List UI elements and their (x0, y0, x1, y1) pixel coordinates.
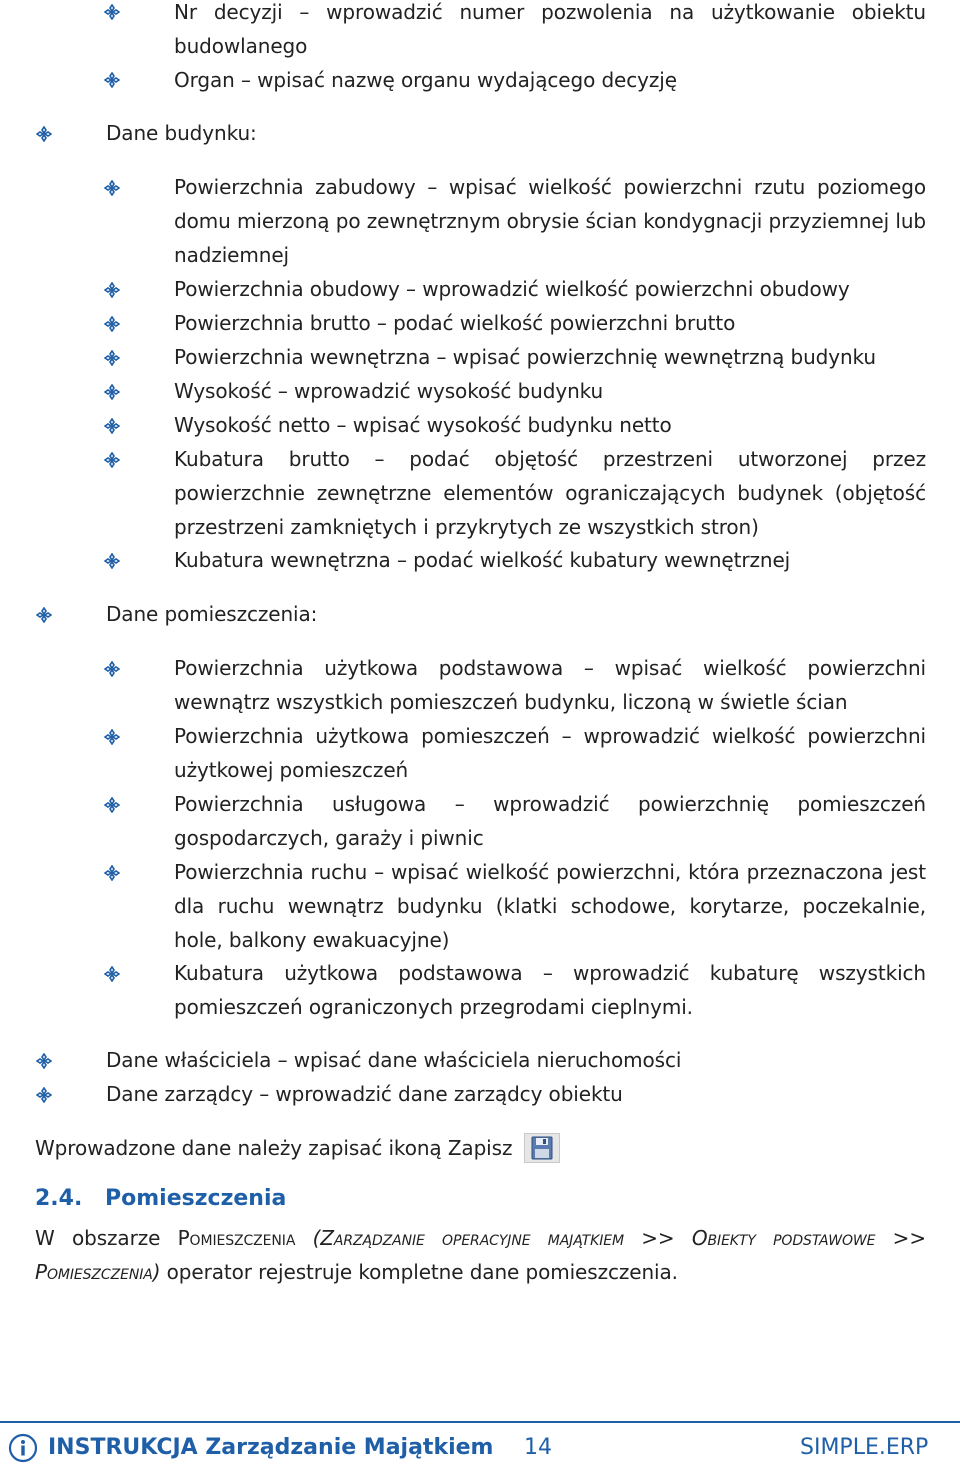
list-item: Dane budynku: (106, 121, 257, 145)
save-note-text: Wprowadzone dane należy zapisać ikoną Zapisz (35, 1136, 513, 1160)
para-separator: >> (892, 1226, 926, 1250)
list-item: Wysokość – wprowadzić wysokość budynku (174, 379, 604, 403)
list-item: Powierzchnia użytkowa pomieszczeń – wprowadzić wielkość powierzchni użytkowej pomieszczeń (174, 724, 926, 782)
list-item: Powierzchnia brutto – podać wielkość powierzchni brutto (174, 311, 736, 335)
para-text: operator rejestruje kompletne dane pomieszczenia. (166, 1260, 678, 1284)
diamond-bullet-icon (104, 316, 120, 332)
diamond-bullet-icon (104, 418, 120, 434)
diamond-bullet-icon (36, 1053, 52, 1069)
list-item: Dane pomieszczenia: (106, 602, 318, 626)
list-item: Dane właściciela – wpisać dane właściciela nieruchomości (106, 1048, 682, 1072)
diamond-bullet-icon (36, 607, 52, 623)
diamond-bullet-icon (104, 729, 120, 745)
diamond-bullet-icon (36, 1087, 52, 1103)
list-item: Wysokość netto – wpisać wysokość budynku netto (174, 413, 672, 437)
list-item: Powierzchnia wewnętrzna – wpisać powierzchnię wewnętrzną budynku (174, 345, 876, 369)
list-item: Nr decyzji – wprowadzić numer pozwolenia na użytkowanie obiektu budowlanego (174, 0, 926, 58)
section-title: Pomieszczenia (105, 1186, 287, 1211)
list-item: Kubatura wewnętrzna – podać wielkość kubatury wewnętrznej (174, 548, 791, 572)
list-item: Dane zarządcy – wprowadzić dane zarządcy obiektu (106, 1082, 623, 1106)
diamond-bullet-icon (104, 966, 120, 982)
para-path: Obiekty podstawowe (691, 1226, 876, 1250)
diamond-bullet-icon (104, 661, 120, 677)
list-item: Powierzchnia zabudowy – wpisać wielkość powierzchni rzutu poziomego domu mierzoną po zewnętrznym obrysie ścian kondygnacji przyziemnej lub nadziemnej (174, 175, 926, 267)
footer-brand: SIMPLE.ERP (800, 1435, 929, 1460)
diamond-bullet-icon (104, 350, 120, 366)
diamond-bullet-icon (104, 180, 120, 196)
section-number: 2.4. (35, 1186, 83, 1211)
list-item: Powierzchnia użytkowa podstawowa – wpisać wielkość powierzchni wewnątrz wszystkich pomieszczeń budynku, liczoną w świetle ścian (174, 656, 926, 714)
diamond-bullet-icon (104, 865, 120, 881)
section-heading (35, 1186, 286, 1211)
list-item: Kubatura użytkowa podstawowa – wprowadzić kubaturę wszystkich pomieszczeń ograniczonych przegrodami cieplnymi. (174, 961, 926, 1019)
list-item: Kubatura brutto – podać objętość przestrzeni utworzonej przez powierzchnie zewnętrzne elementów ograniczających budynek (objętość przestrzeni zamkniętych i przykrytych ze wszystkich stron) (174, 447, 926, 539)
list-item: Powierzchnia ruchu – wpisać wielkość powierzchni, która przeznaczona jest dla ruchu wewnątrz budynku (klatki schodowe, korytarze, poczekalnie, hole, balkony ewakuacyjne) (174, 860, 926, 952)
page-number: 14 (524, 1435, 552, 1460)
diamond-bullet-icon (104, 4, 120, 20)
diamond-bullet-icon (104, 797, 120, 813)
para-path: Pomieszczenia) (35, 1260, 161, 1284)
save-note (35, 1131, 935, 1165)
diamond-bullet-icon (104, 553, 120, 569)
footer-title: INSTRUKCJA Zarządzanie Majątkiem (48, 1435, 494, 1460)
diamond-bullet-icon (104, 72, 120, 88)
para-separator: >> (641, 1226, 675, 1250)
floppy-disk-icon (524, 1133, 560, 1163)
section-paragraph (35, 1221, 926, 1289)
footer-divider (0, 1421, 960, 1423)
diamond-bullet-icon (104, 384, 120, 400)
list-item: Organ – wpisać nazwę organu wydającego decyzję (174, 68, 677, 92)
para-path: (Zarządzanie operacyjne majątkiem (312, 1226, 624, 1250)
list-item: Powierzchnia obudowy – wprowadzić wielkość powierzchni obudowy (174, 277, 850, 301)
list-item: Powierzchnia usługowa – wprowadzić powierzchnię pomieszczeń gospodarczych, garaży i piwnic (174, 792, 926, 850)
para-text: W obszarze (35, 1226, 161, 1250)
diamond-bullet-icon (104, 452, 120, 468)
para-term: Pomieszczenia (177, 1226, 296, 1250)
diamond-bullet-icon (36, 126, 52, 142)
info-icon (8, 1433, 38, 1463)
diamond-bullet-icon (104, 282, 120, 298)
